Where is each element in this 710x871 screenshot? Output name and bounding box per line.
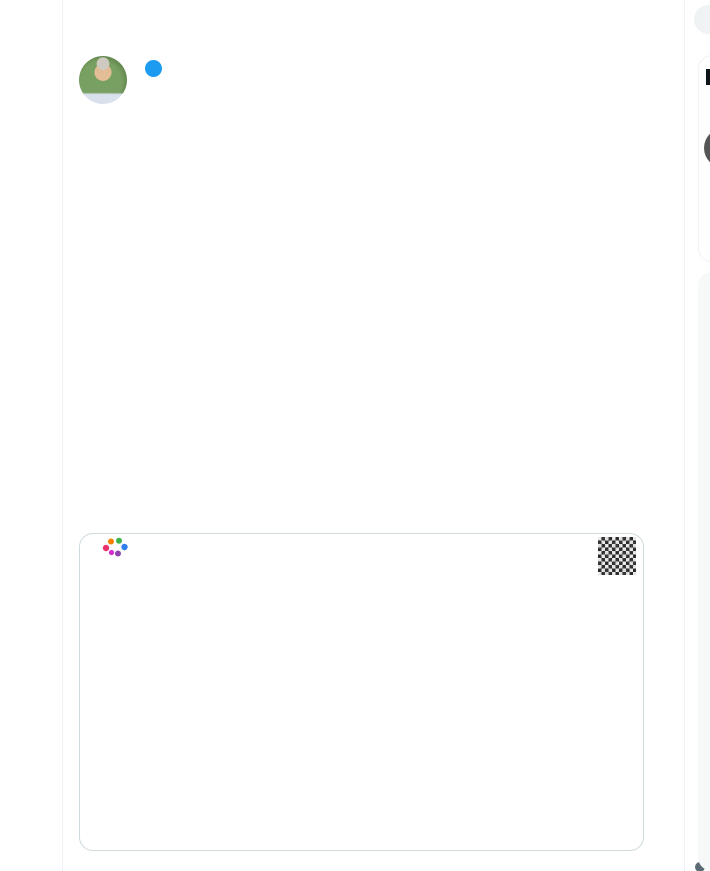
- verified-badge-icon: [145, 60, 162, 77]
- search-input[interactable]: [694, 5, 710, 34]
- relevant-people-heading-fragment: [706, 69, 710, 85]
- trending-card: [698, 272, 710, 871]
- tweet-media-chart[interactable]: [79, 533, 644, 851]
- thread-column: [62, 0, 685, 871]
- mortality-watch-logo-icon: [100, 537, 130, 559]
- mortality-watch-logo: [86, 537, 144, 564]
- more-options-icon[interactable]: [621, 55, 651, 79]
- tweet-body: [79, 114, 646, 134]
- relevant-people-card: [698, 55, 710, 262]
- sidebar-avatar[interactable]: [704, 128, 710, 168]
- mortality-chart: [80, 534, 643, 850]
- back-arrow-icon[interactable]: [80, 13, 108, 41]
- qr-code: [598, 537, 636, 575]
- right-sidebar-partial: [686, 0, 710, 871]
- author-avatar[interactable]: [79, 56, 127, 104]
